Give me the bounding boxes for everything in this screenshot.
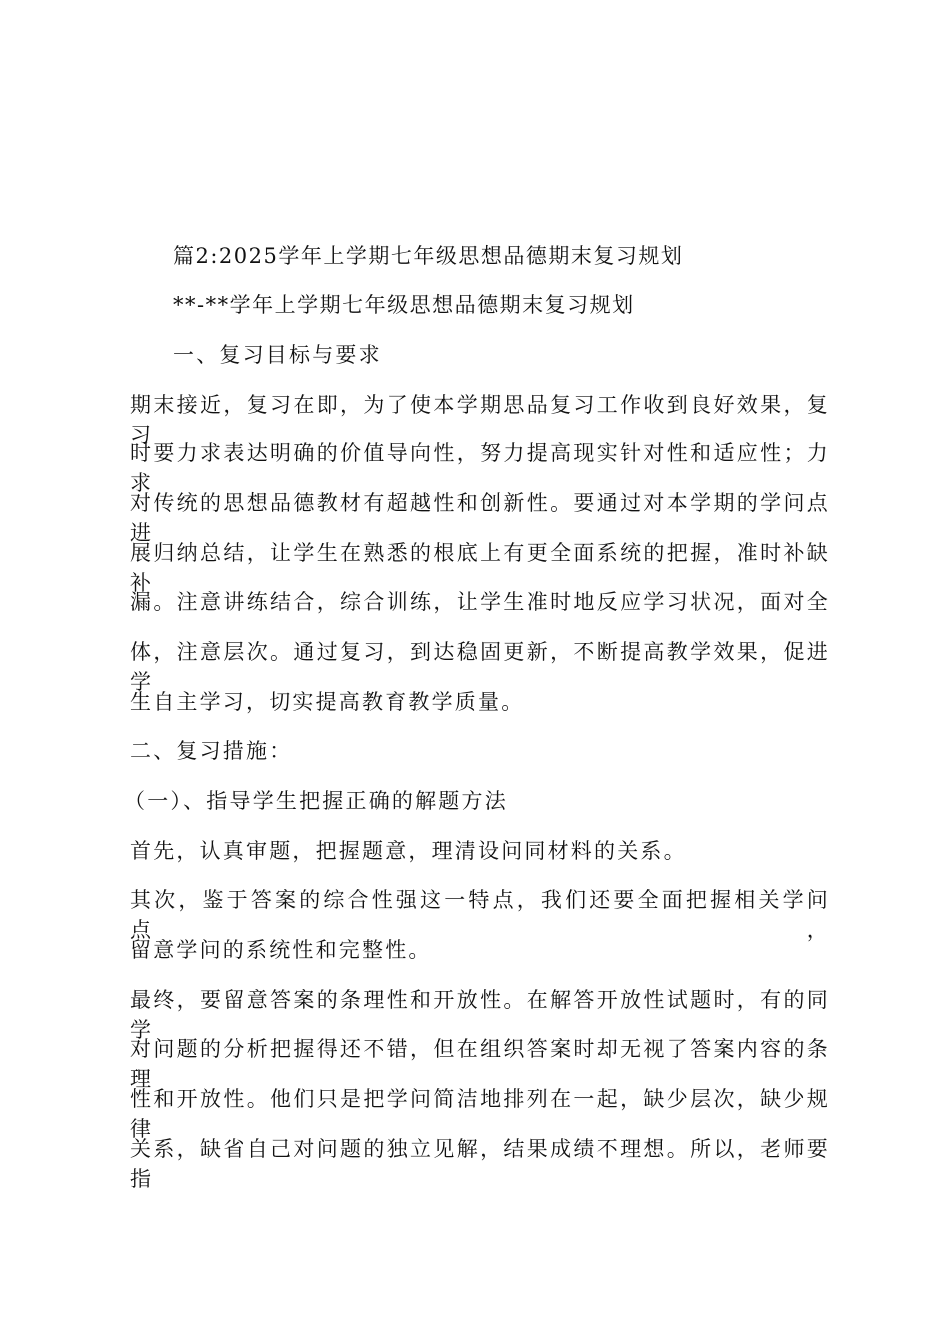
- paragraph-line: 对问题的分析把握得还不错，但在组织答案时却无视了答案内容的条理: [130, 1037, 830, 1091]
- document-title: 篇2:2025学年上学期七年级思想品德期末复习规划: [173, 244, 684, 268]
- subsection-heading: （一）、指导学生把握正确的解题方法: [124, 789, 508, 813]
- document-subtitle: **-**学年上学期七年级思想品德期末复习规划: [173, 293, 635, 317]
- paragraph-line: 最终，要留意答案的条理性和开放性。在解答开放性试题时，有的同学: [130, 988, 830, 1042]
- paragraph-line: 其次，鉴于答案的综合性强这一特点，我们还要全面把握相关学问点，: [130, 888, 830, 942]
- paragraph-line: 性和开放性。他们只是把学问简洁地排列在一起，缺少层次，缺少规律: [130, 1087, 830, 1141]
- paragraph-line: 生自主学习，切实提高教育教学质量。: [130, 690, 525, 714]
- paragraph-line: 留意学问的系统性和完整性。: [130, 938, 432, 962]
- paragraph-line: 展归纳总结，让学生在熟悉的根底上有更全面系统的把握，准时补缺补: [130, 541, 830, 595]
- paragraph-line: 对传统的思想品德教材有超越性和创新性。要通过对本学期的学问点进: [130, 491, 830, 545]
- section-heading-measures: 二、复习措施：: [130, 739, 293, 763]
- section-heading-goals: 一、复习目标与要求: [173, 343, 382, 367]
- paragraph-line: 首先，认真审题，把握题意，理清设问同材料的关系。: [130, 839, 687, 863]
- paragraph-line: 体，注意层次。通过复习，到达稳固更新，不断提高教学效果，促进学: [130, 640, 830, 694]
- paragraph-line: 漏。注意讲练结合，综合训练，让学生准时地反应学习状况，面对全: [130, 590, 830, 614]
- paragraph-line: 期末接近，复习在即，为了使本学期思品复习工作收到良好效果，复习: [130, 393, 830, 447]
- paragraph-line: 时要力求表达明确的价值导向性，努力提高现实针对性和适应性；力求: [130, 441, 830, 495]
- paragraph-line: 关系，缺省自己对问题的独立见解，结果成绩不理想。所以，老师要指: [130, 1137, 830, 1191]
